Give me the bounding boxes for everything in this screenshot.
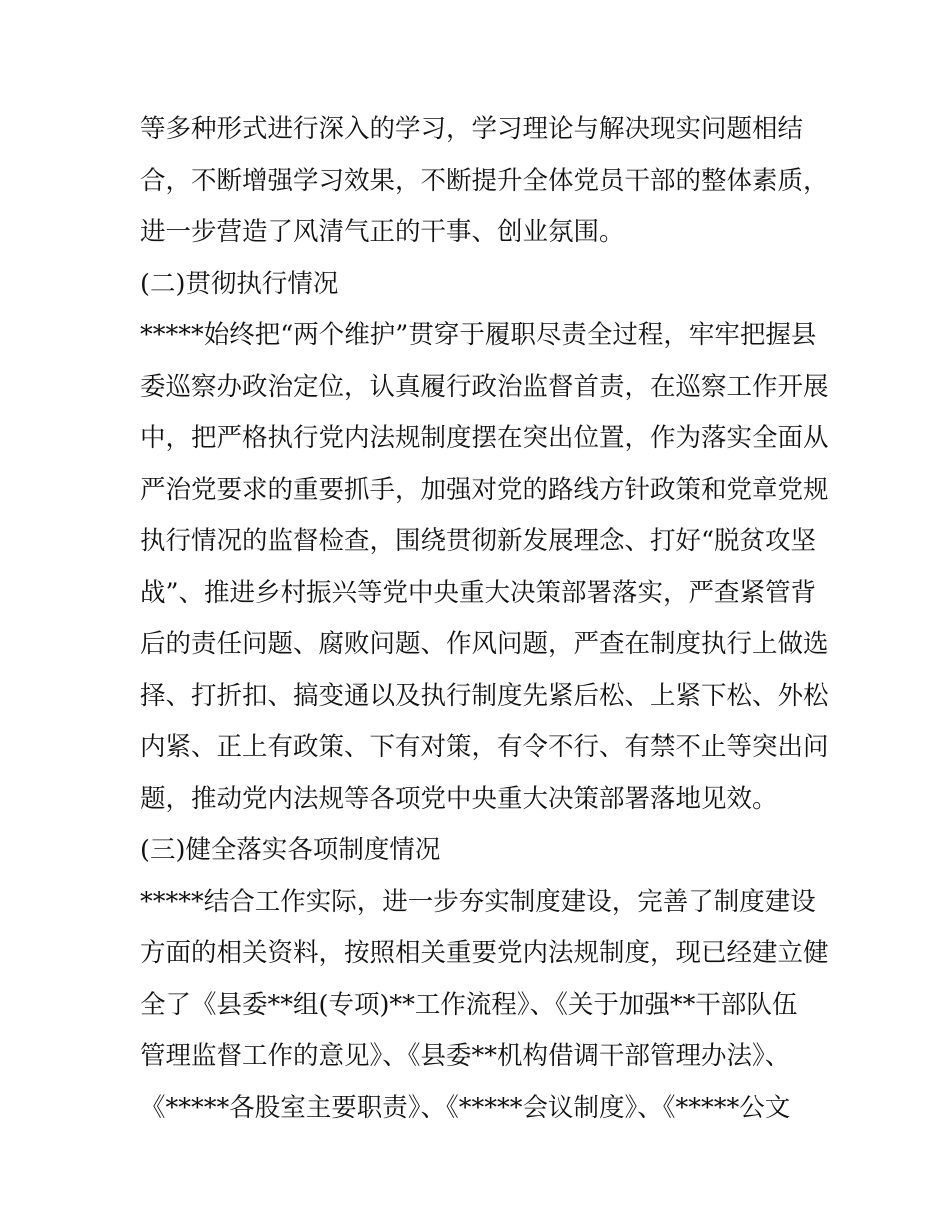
paragraph-line: 委巡察办政治定位，认真履行政治监督首责，在巡察工作开展 bbox=[140, 371, 829, 402]
paragraph-line: 后的责任问题、腐败问题、作风问题，严查在制度执行上做选 bbox=[140, 629, 829, 659]
paragraph-line: 全了《县委**组(专项)**工作流程》、《关于加强**干部队伍 bbox=[140, 989, 798, 1020]
section-heading: (三)健全落实各项制度情况 bbox=[140, 835, 441, 865]
paragraph-line: 择、打折扣、搞变通以及执行制度先紧后松、上紧下松、外松 bbox=[140, 680, 829, 711]
paragraph-line: 内紧、正上有政策、下有对策，有令不行、有禁不止等突出问 bbox=[140, 732, 829, 762]
paragraph-line: 严治党要求的重要抓手，加强对党的路线方针政策和党章党规 bbox=[140, 474, 829, 505]
paragraph-line: 合，不断增强学习效果，不断提升全体党员干部的整体素质， bbox=[140, 165, 829, 196]
paragraph-line: 中，把严格执行党内法规制度摆在突出位置，作为落实全面从 bbox=[140, 423, 829, 453]
paragraph-line: *****始终把“两个维护”贯穿于履职尽责全过程，牢牢把握县 bbox=[140, 320, 817, 350]
paragraph-line: 等多种形式进行深入的学习，学习理论与解决现实问题相结 bbox=[140, 114, 804, 144]
paragraph-line: 方面的相关资料，按照相关重要党内法规制度，现已经建立健 bbox=[140, 938, 829, 968]
section-heading: (二)贯彻执行情况 bbox=[140, 268, 339, 299]
paragraph-line: 管理监督工作的意见》、《县委**机构借调干部管理办法》、 bbox=[140, 1041, 791, 1071]
paragraph-line: *****结合工作实际，进一步夯实制度建设，完善了制度建设 bbox=[140, 886, 816, 917]
document-body bbox=[140, 104, 829, 1134]
paragraph-line: 进一步营造了风清气正的干事、创业氛围。 bbox=[140, 217, 625, 247]
paragraph-line: 《*****各股室主要职责》、《*****会议制度》、《*****公文 bbox=[140, 1092, 791, 1123]
paragraph-line: 战”、推进乡村振兴等党中央重大决策部署落实，严查紧管背 bbox=[140, 577, 817, 608]
paragraph-line: 题，推动党内法规等各项党中央重大决策部署落地见效。 bbox=[140, 783, 778, 814]
paragraph-line: 执行情况的监督检查，围绕贯彻新发展理念、打好“脱贫攻坚 bbox=[140, 526, 817, 556]
